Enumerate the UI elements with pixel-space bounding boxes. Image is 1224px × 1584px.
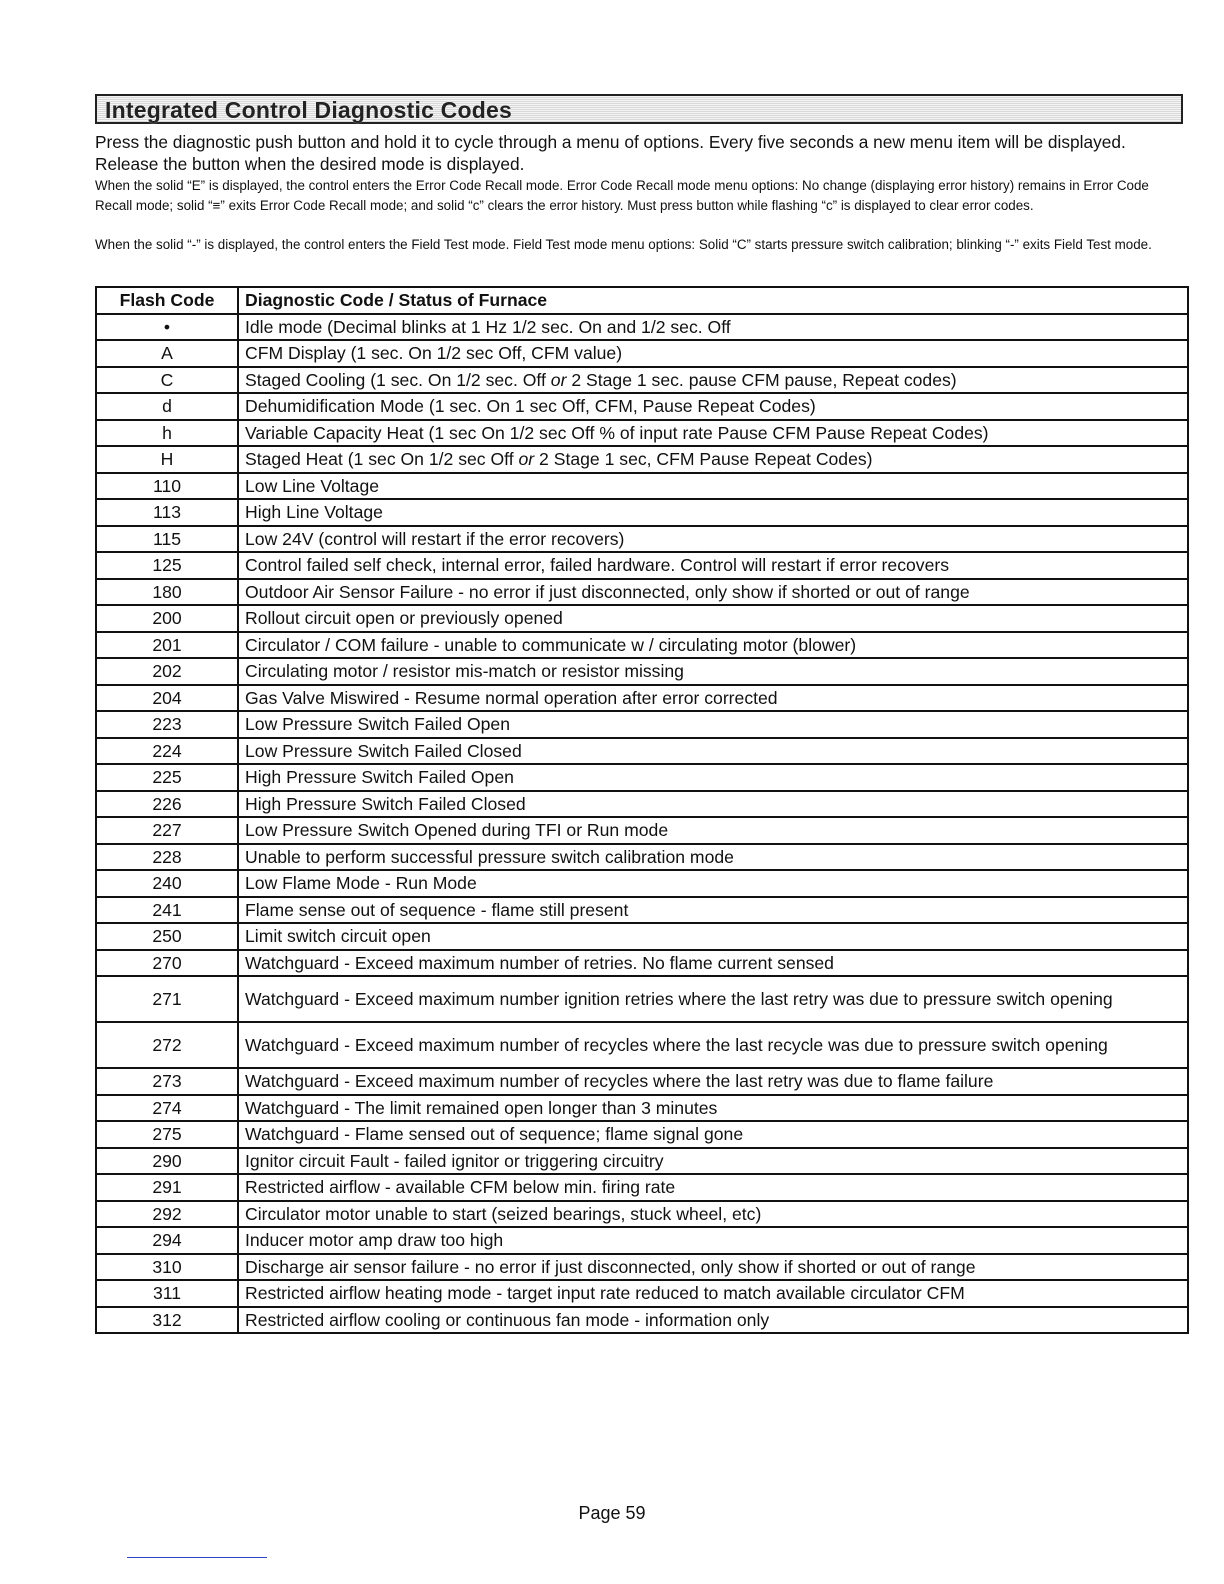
table-row [96,579,1188,606]
table-row [96,658,1188,685]
flash-code-cell: 250 [96,923,238,950]
status-cell: Rollout circuit open or previously opened [238,605,1188,632]
table-row [96,1121,1188,1148]
status-cell: Restricted airflow - available CFM below min. firing rate [238,1174,1188,1201]
table-row [96,685,1188,712]
status-cell: Circulator / COM failure - unable to communicate w / circulating motor (blower) [238,632,1188,659]
table-row [96,1227,1188,1254]
flash-code-cell: 200 [96,605,238,632]
table-row [96,844,1188,871]
flash-code-cell: 312 [96,1307,238,1334]
table-row [96,738,1188,765]
table-row [96,605,1188,632]
table-row [96,923,1188,950]
table-row [96,1022,1188,1068]
or-emphasis: or [518,449,535,470]
table-row [96,446,1188,473]
status-cell: Watchguard - The limit remained open longer than 3 minutes [238,1095,1188,1122]
status-cell: Ignitor circuit Fault - failed ignitor or triggering circuitry [238,1148,1188,1175]
flash-code-cell: 228 [96,844,238,871]
flash-code-header: Flash Code [96,287,238,314]
status-cell: Watchguard - Exceed maximum number of recycles where the last retry was due to flame failure [238,1068,1188,1095]
table-row [96,711,1188,738]
status-cell: Low Flame Mode - Run Mode [238,870,1188,897]
flash-code-cell: 294 [96,1227,238,1254]
table-row [96,367,1188,394]
flash-code-cell: h [96,420,238,447]
status-cell: Low Pressure Switch Failed Closed [238,738,1188,765]
status-cell: Limit switch circuit open [238,923,1188,950]
status-cell: Gas Valve Miswired - Resume normal operation after error corrected [238,685,1188,712]
flash-code-cell: 201 [96,632,238,659]
status-header: Diagnostic Code / Status of Furnace [238,287,1188,314]
status-cell: Watchguard - Exceed maximum number of retries. No flame current sensed [238,950,1188,977]
flash-code-cell: 275 [96,1121,238,1148]
flash-code-cell: 110 [96,473,238,500]
section-title: Integrated Control Diagnostic Codes [105,97,512,123]
status-cell: High Line Voltage [238,499,1188,526]
table-row [96,1174,1188,1201]
status-cell: Control failed self check, internal error, failed hardware. Control will restart if error recovers [238,552,1188,579]
flash-code-cell: 241 [96,897,238,924]
table-row [96,1095,1188,1122]
status-cell: Staged Cooling (1 sec. On 1/2 sec. Off or 2 Stage 1 sec. pause CFM pause, Repeat codes) [238,367,1188,394]
table-row [96,976,1188,1022]
flash-code-cell: 311 [96,1280,238,1307]
flash-code-cell: 180 [96,579,238,606]
table-row [96,1148,1188,1175]
flash-code-cell: C [96,367,238,394]
table-row [96,420,1188,447]
flash-code-cell: 273 [96,1068,238,1095]
table-row [96,632,1188,659]
section-title-banner [95,94,1183,124]
status-cell: Dehumidification Mode (1 sec. On 1 sec Off, CFM, Pause Repeat Codes) [238,393,1188,420]
flash-code-cell: 274 [96,1095,238,1122]
table-row [96,499,1188,526]
flash-code-cell: 291 [96,1174,238,1201]
table-row [96,340,1188,367]
status-cell: Idle mode (Decimal blinks at 1 Hz 1/2 sec. On and 1/2 sec. Off [238,314,1188,341]
status-cell: Variable Capacity Heat (1 sec On 1/2 sec Off % of input rate Pause CFM Pause Repeat Codes) [238,420,1188,447]
flash-code-cell: 202 [96,658,238,685]
table-row [96,791,1188,818]
flash-code-cell: 223 [96,711,238,738]
flash-code-cell: 310 [96,1254,238,1281]
flash-code-cell: 115 [96,526,238,553]
field-test-paragraph: When the solid “-” is displayed, the control enters the Field Test mode. Field Test mode menu options: Solid “C” starts pressure switch calibration; blinking “-” exits Field Test mode. [95,237,1152,252]
table-row [96,897,1188,924]
status-cell: Outdoor Air Sensor Failure - no error if just disconnected, only show if shorted or out of range [238,579,1188,606]
diagnostic-codes-table [95,286,1189,1334]
flash-code-cell: 271 [96,976,238,1022]
table-row [96,393,1188,420]
table-row [96,526,1188,553]
status-cell: Staged Heat (1 sec On 1/2 sec Off or 2 Stage 1 sec, CFM Pause Repeat Codes) [238,446,1188,473]
table-row [96,473,1188,500]
status-cell: Low Line Voltage [238,473,1188,500]
status-cell: High Pressure Switch Failed Open [238,764,1188,791]
flash-code-cell: 226 [96,791,238,818]
status-cell: CFM Display (1 sec. On 1/2 sec Off, CFM value) [238,340,1188,367]
flash-code-cell: 270 [96,950,238,977]
status-cell: Unable to perform successful pressure switch calibration mode [238,844,1188,871]
table-row [96,1307,1188,1334]
or-emphasis: or [550,369,567,390]
status-cell: Low Pressure Switch Failed Open [238,711,1188,738]
intro-paragraph: Press the diagnostic push button and hold it to cycle through a menu of options. Every five seconds a new menu item will be displayed. Release the button when the desired mode is displayed. [95,132,1126,174]
table-row [96,1254,1188,1281]
flash-code-cell: A [96,340,238,367]
flash-code-cell: 225 [96,764,238,791]
status-cell: Watchguard - Exceed maximum number of recycles where the last recycle was due to pressure switch opening [238,1022,1188,1068]
table-row [96,1280,1188,1307]
error-recall-paragraph: When the solid “E” is displayed, the control enters the Error Code Recall mode. Error Code Recall mode menu options: No change (displaying error history) remains in Error Code Recall mode; solid “≡” exits Error Code Recall mode; and solid “c” clears the error history. Must press button while flashing “c” is displayed to clear error codes. [95,178,1149,213]
status-cell: Watchguard - Flame sensed out of sequence; flame signal gone [238,1121,1188,1148]
flash-code-cell: H [96,446,238,473]
status-cell: Flame sense out of sequence - flame still present [238,897,1188,924]
table-row [96,1068,1188,1095]
status-cell: Circulating motor / resistor mis-match or resistor missing [238,658,1188,685]
table-row [96,314,1188,341]
table-row [96,817,1188,844]
table-header-row [96,287,1188,314]
footer-rule [127,1557,267,1558]
table-row [96,870,1188,897]
flash-code-cell: • [96,314,238,341]
table-row [96,950,1188,977]
table-row [96,1201,1188,1228]
flash-code-cell: 125 [96,552,238,579]
flash-code-cell: 292 [96,1201,238,1228]
flash-code-cell: 227 [96,817,238,844]
status-cell: Watchguard - Exceed maximum number ignition retries where the last retry was due to pressure switch opening [238,976,1188,1022]
flash-code-cell: 113 [96,499,238,526]
page-number: Page 59 [578,1503,646,1523]
flash-code-cell: d [96,393,238,420]
flash-code-cell: 204 [96,685,238,712]
status-cell: Low 24V (control will restart if the error recovers) [238,526,1188,553]
flash-code-cell: 272 [96,1022,238,1068]
status-cell: Restricted airflow cooling or continuous fan mode - information only [238,1307,1188,1334]
status-cell: Inducer motor amp draw too high [238,1227,1188,1254]
flash-code-cell: 240 [96,870,238,897]
flash-code-cell: 224 [96,738,238,765]
status-cell: Discharge air sensor failure - no error if just disconnected, only show if shorted or out of range [238,1254,1188,1281]
status-cell: Restricted airflow heating mode - target input rate reduced to match available circulator CFM [238,1280,1188,1307]
table-row [96,552,1188,579]
status-cell: Circulator motor unable to start (seized bearings, stuck wheel, etc) [238,1201,1188,1228]
table-row [96,764,1188,791]
status-cell: Low Pressure Switch Opened during TFI or Run mode [238,817,1188,844]
flash-code-cell: 290 [96,1148,238,1175]
status-cell: High Pressure Switch Failed Closed [238,791,1188,818]
